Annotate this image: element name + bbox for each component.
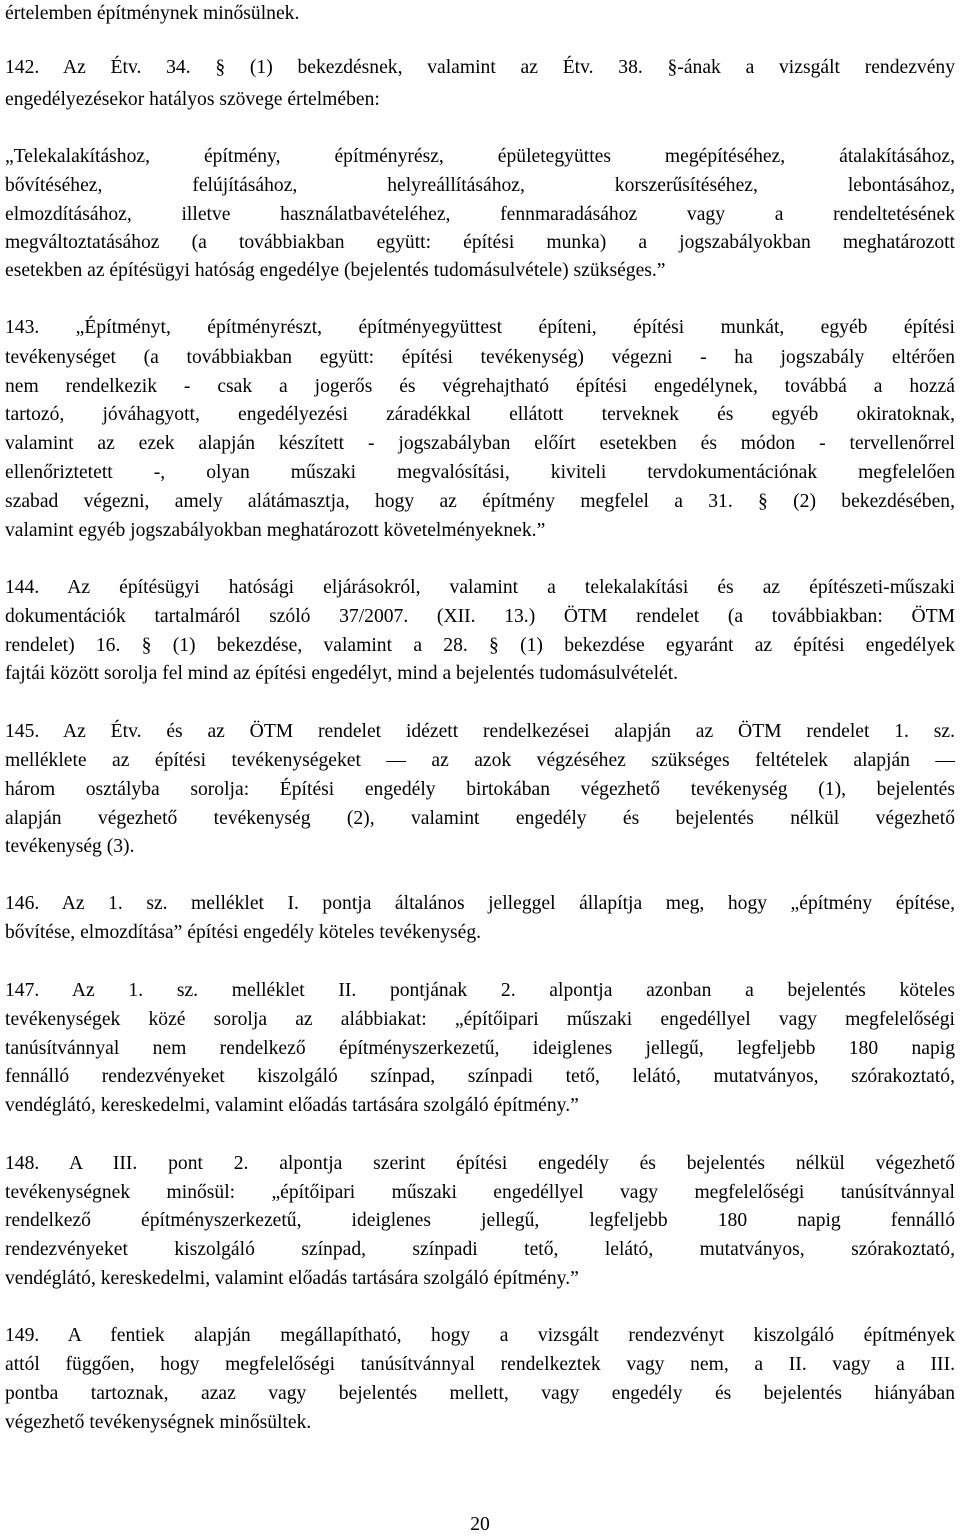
text-line: fennálló rendezvényeket kiszolgáló színpad, színpadi tető, lelátó, mutatványos, szórakoztató, [5,1066,955,1087]
text-line: vendéglátó, kereskedelmi, valamint előadás tartására szolgáló építmény.” [5,1268,579,1289]
text-line: rendelet) 16. § (1) bekezdése, valamint a 28. § (1) bekezdése egyaránt az építési engedélyek [5,635,955,656]
text-line: 143. „Építményt, építményrészt, építményegyüttest építeni, építési munkát, egyéb építési [5,317,955,338]
text-line: bővítése, elmozdítása” építési engedély köteles tevékenység. [5,922,482,943]
text-line: értelemben építménynek minősülnek. [5,3,300,24]
text-line: dokumentációk tartalmáról szóló 37/2007. (XII. 13.) ÖTM rendelet (a továbbiakban: ÖTM [5,606,955,627]
text-line: melléklete az építési tevékenységeket — az azok végzéséhez szükséges feltételek alapján — [5,750,955,771]
page-number: 20 [470,1514,490,1535]
text-line: fajtái között sorolja fel mind az építési engedélyt, mind a bejelentés tudomásulvételét. [5,663,679,684]
text-line: három osztályba sorolja: Építési engedély birtokában végezhető tevékenység (1), bejelentés [5,779,955,800]
text-line: elmozdításához, illetve használatbavételéhez, fennmaradásához vagy a rendeltetésének [5,204,955,225]
text-line: nem rendelkezik - csak a jogerős és végrehajtható építési engedélynek, továbbá a hozzá [5,376,955,397]
text-line: rendelkező építményszerkezetű, ideiglenes jellegű, legfeljebb 180 napig fennálló [5,1210,955,1231]
text-line: valamint egyéb jogszabályokban meghatározott követelményeknek.” [5,520,546,541]
text-line: megváltoztatásához (a továbbiakban együtt: építési munka) a jogszabályokban meghatározott [5,232,955,253]
text-line: tanúsítvánnyal nem rendelkező építményszerkezetű, ideiglenes jellegű, legfeljebb 180 napig [5,1038,955,1059]
text-line: szabad végezni, amely alátámasztja, hogy az építmény megfelel a 31. § (2) bekezdésében, [5,491,955,512]
text-line: 145. Az Étv. és az ÖTM rendelet idézett rendelkezései alapján az ÖTM rendelet 1. sz. [5,721,955,742]
text-line: ellenőriztetett -, olyan műszaki megvalósítási, kiviteli tervdokumentációnak megfelelően [5,462,955,483]
text-line: pontba tartoznak, azaz vagy bejelentés mellett, vagy engedély és bejelentés hiányában [5,1383,955,1404]
text-line: „Telekalakításhoz, építmény, építményrész, épületegyüttes megépítéséhez, átalakításához, [5,146,955,167]
text-line: tartozó, jóváhagyott, engedélyezési záradékkal ellátott terveknek és egyéb okiratoknak, [5,404,955,425]
text-line: esetekben az építésügyi hatóság engedélye (bejelentés tudomásulvétele) szükséges.” [5,260,666,281]
text-line: 148. A III. pont 2. alpontja szerint építési engedély és bejelentés nélkül végezhető [5,1153,955,1174]
text-line: vendéglátó, kereskedelmi, valamint előadás tartására szolgáló építmény.” [5,1095,579,1116]
text-line: 146. Az 1. sz. melléklet I. pontja általános jelleggel állapítja meg, hogy „építmény építése, [5,893,955,914]
text-line: attól függően, hogy megfelelőségi tanúsítvánnyal rendelkeztek vagy nem, a II. vagy a III. [5,1354,955,1375]
text-line: engedélyezésekor hatályos szövege értelmében: [5,89,380,110]
text-line: tevékenység (3). [5,836,135,857]
text-line: 144. Az építésügyi hatósági eljárásokról, valamint a telekalakítási és az építészeti-műszaki [5,577,955,598]
text-line: valamint az ezek alapján készített - jogszabályban előírt esetekben és módon - tervellenőrrel [5,433,955,454]
text-line: rendezvényeket kiszolgáló színpad, színpadi tető, lelátó, mutatványos, szórakoztató, [5,1239,955,1260]
text-line: alapján végezhető tevékenység (2), valamint engedély és bejelentés nélkül végezhető [5,808,955,829]
text-line: tevékenységek közé sorolja az alábbiakat: „építőipari műszaki engedéllyel vagy megfelelőségi [5,1009,955,1030]
text-line: tevékenységet (a továbbiakban együtt: építési tevékenység) végezni - ha jogszabály eltérően [5,347,955,368]
text-line: 149. A fentiek alapján megállapítható, hogy a vizsgált rendezvényt kiszolgáló építmények [5,1325,955,1346]
text-line: 147. Az 1. sz. melléklet II. pontjának 2. alpontja azonban a bejelentés köteles [5,980,955,1001]
text-line: végezhető tevékenységnek minősültek. [5,1412,312,1433]
text-line: tevékenységnek minősül: „építőipari műszaki engedéllyel vagy megfelelőségi tanúsítvánnyal [5,1182,955,1203]
text-line: 142. Az Étv. 34. § (1) bekezdésnek, valamint az Étv. 38. §-ának a vizsgált rendezvény [5,57,955,78]
text-line: bővítéséhez, felújításához, helyreállításához, korszerűsítéséhez, lebontásához, [5,175,955,196]
